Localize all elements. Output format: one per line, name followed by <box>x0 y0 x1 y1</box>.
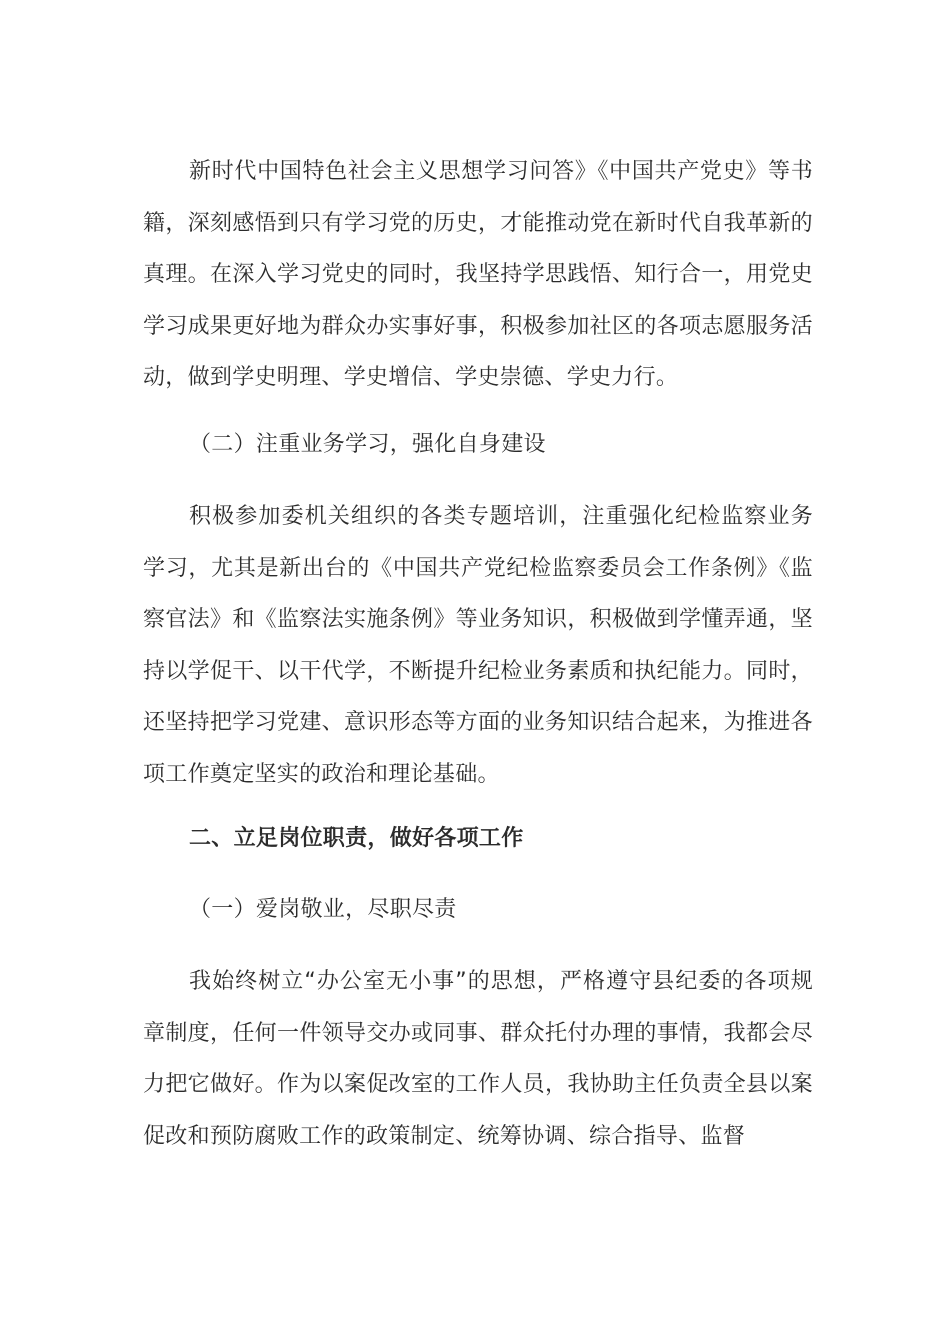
subsection-heading-dedication: （一）爱岗敬业，尽职尽责 <box>189 897 457 922</box>
subsection-heading-business-study: （二）注重业务学习，强化自身建设 <box>189 432 546 457</box>
section-heading-job-duties: 二、立足岗位职责，做好各项工作 <box>189 826 524 851</box>
body-paragraph-business-study: 积极参加委机关组织的各类专题培训，注重强化纪检监察业务学习，尤其是新出台的《中国共产党纪检监察委员会工作条例》《监察官法》和《监察法实施条例》等业务知识，积极做到学懂弄通，坚持以学促干、以干代学，不断提升纪检业务素质和执纪能力。同时，还坚持把学习党建、意识形态等方面的业务知识结合起来，为推进各项工作奠定坚实的政治和理论基础。 <box>143 504 813 787</box>
body-paragraph-party-history: 新时代中国特色社会主义思想学习问答》《中国共产党史》等书籍，深刻感悟到只有学习党的历史，才能推动党在新时代自我革新的真理。在深入学习党史的同时，我坚持学思践悟、知行合一，用党史学习成果更好地为群众办实事好事，积极参加社区的各项志愿服务活动，做到学史明理、学史增信、学史崇德、学史力行。 <box>143 159 813 390</box>
body-paragraph-office-work: 我始终树立“办公室无小事”的思想，严格遵守县纪委的各项规章制度，任何一件领导交办或同事、群众托付办理的事情，我都会尽力把它做好。作为以案促改室的工作人员，我协助主任负责全县以案促改和预防腐败工作的政策制定、统筹协调、综合指导、监督 <box>143 969 813 1149</box>
